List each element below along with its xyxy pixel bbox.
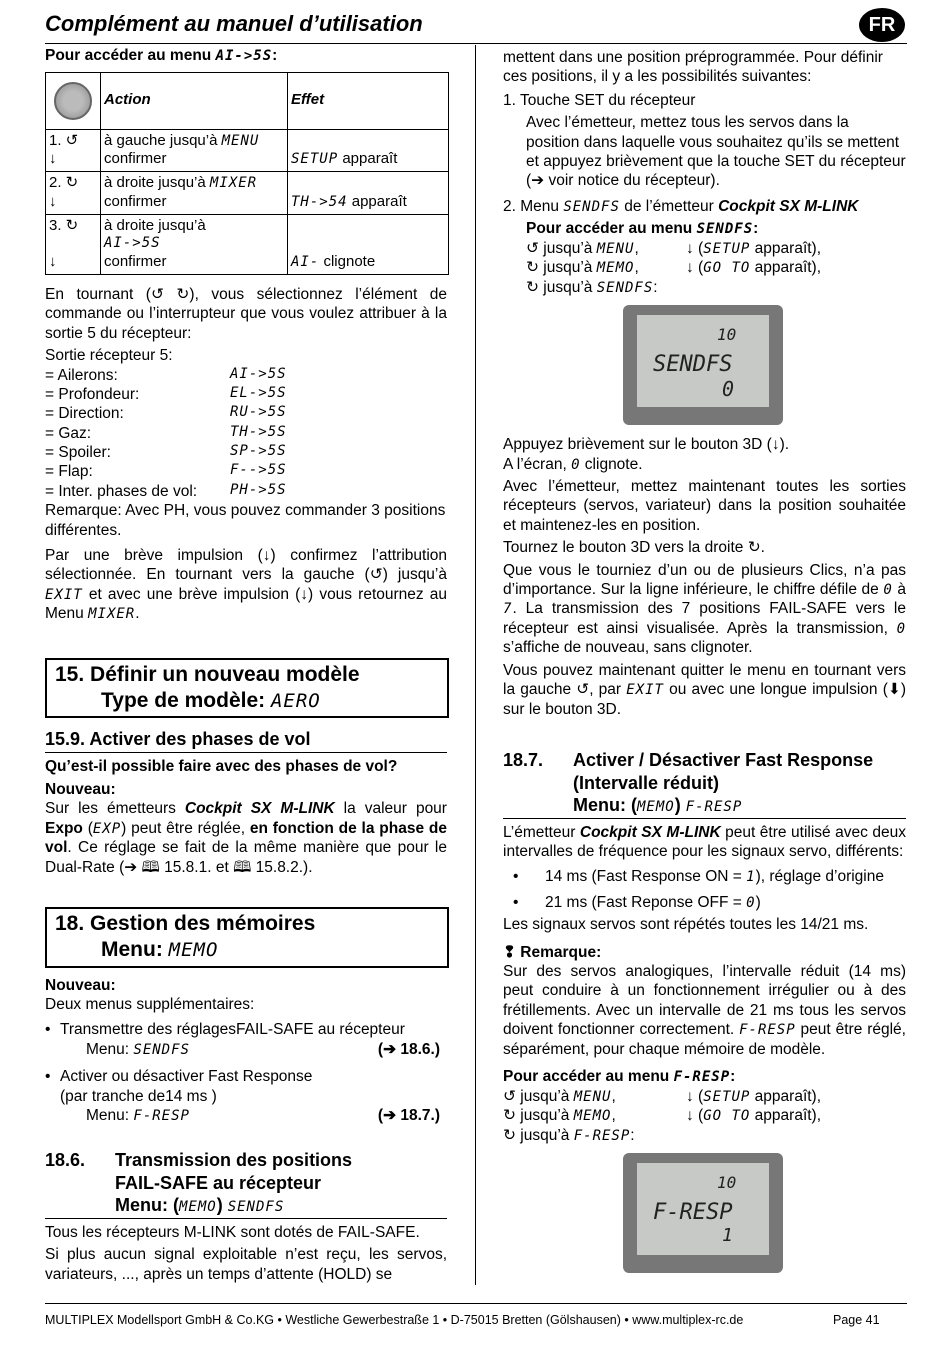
paragraph: Par une brève impulsion (↓) confirmez l’attribution sélectionnée. En tournant vers la gauche (↺) jusqu’à EXIT et avec une brève impulsion (↓) vous retournez au Menu MIXER. [45,546,447,623]
table-row: 1. ↺ ↓ à gauche jusqu’à MENU confirmer SETUP apparaît [46,129,449,172]
paragraph: Avec l’émetteur, mettez tous les servos dans la position dans laquelle vous souhaitez qu’ils se mettent et appuyez brièvement que la touche SET du récepteur (➔ voir notice du récepteur). [526,114,906,190]
table-row: 2. ↻ ↓ à droite jusqu’à MIXER confirmer TH->54 apparaît [46,172,449,215]
step: ↻ jusqu’à SENDFS: [526,278,658,296]
section-15-heading: 15. Définir un nouveau modèle Type de modèle: AERO [45,658,449,719]
lcd-display-image: 10 F-RESP 1 [623,1153,783,1273]
paragraph: Appuyez brièvement sur le bouton 3D (↓). [503,436,790,454]
step: ↻ jusqu’à MEMO, ↓ (GO TO apparaît), [503,1107,822,1124]
paragraph: Tournez le bouton 3D vers la droite ↻. [503,539,765,557]
list-item: = Direction: RU->5S [45,404,287,423]
access-steps [503,1087,906,1146]
knob-cell [46,72,101,129]
new-label: Nouveau: [45,976,116,994]
column-divider [475,45,476,1285]
output-title: Sortie récepteur 5: [45,347,173,365]
language-badge: FR [859,8,905,42]
paragraph: Les signaux servos sont répétés toutes les 14/21 ms. [503,916,869,934]
section-15-9-heading: 15.9. Activer des phases de vol [45,728,447,753]
footer-divider [45,1303,907,1304]
footer-text: MULTIPLEX Modellsport GmbH & Co.KG • Westliche Gewerbestraße 1 • D-75015 Bretten (Gölshausen) • www.multiplex-rc.de [45,1313,744,1327]
rotary-knob-icon [54,82,92,120]
header-divider [45,43,907,44]
step: ↺ jusqu’à MENU, ↓ (SETUP apparaît), [526,239,822,257]
action-table [45,72,449,276]
remark: Remarque: Avec PH, vous pouvez commander 3 positions différentes. [45,502,446,539]
list-item: = Gaz: TH->5S [45,423,287,442]
action-header: Action [101,72,288,129]
list-item: • 14 ms (Fast Response ON = 1), réglage d’origine [513,868,884,886]
page-title: Complément au manuel d’utilisation [45,11,423,36]
list-item-title: 2. Menu SENDFS de l’émetteur Cockpit SX M-LINK [503,197,859,215]
effect-header: Effet [288,72,449,129]
step: ↻ jusqu’à F-RESP: [503,1126,635,1144]
list-item: = Inter. phases de vol: PH->5S [45,481,287,500]
list-item: • 21 ms (Fast Reponse OFF = 0) [513,893,761,911]
list-item: • Activer ou désactiver Fast Response (par tranche de14 ms ) Menu: F-RESP (➔ 18.7.) [45,1068,440,1124]
paragraph: Vous pouvez maintenant quitter le menu en tournant vers la gauche ↺, par EXIT ou avec une longue impulsion (⬇) sur le bouton 3D. [503,661,907,718]
table-row: 3. ↻ ↓ à droite jusqu’à AI->5S confirmer AI- clignote [46,214,449,275]
paragraph: Si plus aucun signal exploitable n’est reçu, les servos, variateurs, ..., après un temps d’attente (HOLD) se [45,1246,447,1283]
step: ↻ jusqu’à MEMO, ↓ (GO TO apparaît), [526,259,822,277]
paragraph: Que vous le tourniez d’un ou de plusieurs Clics, n’a pas d’importance. Sur la ligne inférieure, le chiffre défile de 0 à 7. La transmission des 7 positions FAIL-SAFE vers le récepteur est ainsi visualisée. Après la transmission, 0 s’affiche de nouveau, sans clignoter. [503,561,906,657]
mapping-list [45,366,447,502]
list-item-title: 1. Touche SET du récepteur [503,91,696,109]
paragraph: Sur des servos analogiques, l’intervalle réduit (14 ms) peut conduire à un fonctionnement irrégulier ou à des frétillements. Avec un intervalle de 21 ms tous les servos doivent fonctionner correctement. F-RESP peut être réglé, séparément, pour chaque mémoire de modèle. [503,963,906,1058]
right-column [503,48,906,1273]
list-item: • Transmettre des réglagesFAIL-SAFE au récepteur Menu: SENDFS (➔ 18.6.) [45,1021,440,1058]
list-item: = Ailerons: AI->5S [45,365,287,384]
paragraph: Avec l’émetteur, mettez maintenant toutes les sorties récepteurs (servos, variateur) dans la position souhaitée et maintenez-les en position. [503,478,906,534]
access-heading: Pour accéder au menu AI->5S: [45,47,278,64]
lcd-display-image: 10 SENDFS 0 [623,305,783,425]
paragraph: mettent dans une position préprogrammée. Pour définir ces positions, il y a les possibilités suivantes: [503,49,883,86]
new-label: Nouveau: [45,781,116,798]
access-steps: Pour accéder au menu SENDFS: ↺ jusqu’à MENU, ↓ (SETUP apparaît), ↻ jusqu’à MEMO, ↓ (GO TO apparaît), ↻ jusqu’à SENDFS: [503,219,906,297]
list-item: = Flap: F-->5S [45,462,287,481]
paragraph: Tous les récepteurs M-LINK sont dotés de FAIL-SAFE. [45,1223,420,1241]
paragraph: Sur les émetteurs Cockpit SX M-LINK la valeur pour Expo (EXP) peut être réglée, en fonction de la phase de vol. Ce réglage se fait de la même manière que pour le Dual-Rate (➔ 🕮 15.8.1. et 🕮 15.8.2.). [45,800,447,876]
paragraph: Deux menus supplémentaires: [45,995,255,1013]
list-item: = Spoiler: SP->5S [45,443,287,461]
remark-title: ❢ Remarque: [503,943,602,961]
section-18-7-heading: 18.7. Activer / Désactiver Fast Response (Intervalle réduit) Menu: (MEMO) F-RESP [503,749,906,819]
list-item: = Profondeur: EL->5S [45,384,287,403]
paragraph: En tournant (↺ ↻), vous sélectionnez l’élément de commande ou l’interrupteur que vous voulez attribuer à la sortie 5 du récepteur: [45,286,447,342]
section-18-6-heading: 18.6. Transmission des positions FAIL-SAFE au récepteur Menu: (MEMO) SENDFS [45,1149,447,1219]
section-18-heading: 18. Gestion des mémoires Menu: MEMO [45,907,449,968]
paragraph: L’émetteur Cockpit SX M-LINK peut être utilisé avec deux intervalles de fréquence pour les signaux servo, différents: [503,823,906,860]
step: ↺ jusqu’à MENU, ↓ (SETUP apparaît), [503,1087,822,1105]
access-heading: Pour accéder au menu F-RESP: [503,1068,736,1085]
question: Qu’est-il possible faire avec des phases de vol? [45,757,398,775]
page-number: Page 41 [833,1313,880,1327]
paragraph: A l’écran, 0 clignote. [503,455,643,473]
left-column [45,46,447,1287]
